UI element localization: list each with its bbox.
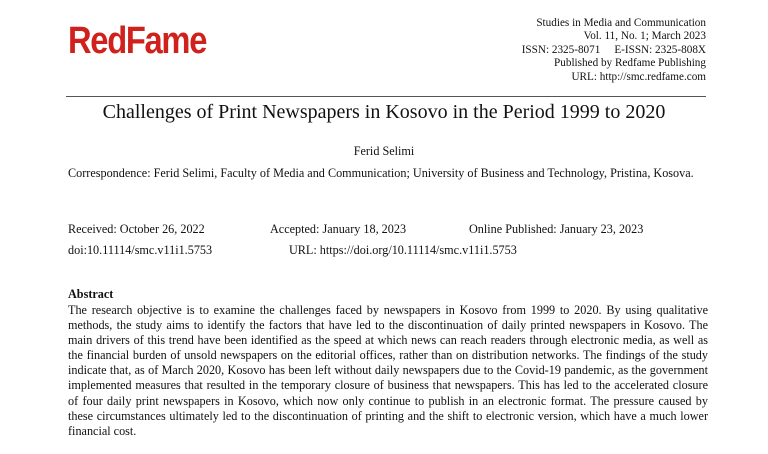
received-date: Received: October 26, 2022 xyxy=(68,222,205,236)
header-divider xyxy=(66,96,706,97)
correspondence: Correspondence: Ferid Selimi, Faculty of Media and Communication; University of Business and Technology, Pristina, Kosova. xyxy=(68,166,694,180)
journal-volume: Vol. 11, No. 1; March 2023 xyxy=(583,30,706,43)
article-author: Ferid Selimi xyxy=(353,144,415,158)
journal-info xyxy=(522,17,706,84)
article-title: Challenges of Print Newspapers in Kosovo in the Period 1999 to 2020 xyxy=(102,101,666,123)
journal-url[interactable]: URL: http://smc.redfame.com xyxy=(571,70,706,83)
journal-name: Studies in Media and Communication xyxy=(536,17,706,29)
accepted-date: Accepted: January 18, 2023 xyxy=(270,222,407,236)
published-date: Online Published: January 23, 2023 xyxy=(469,222,644,236)
abstract-heading: Abstract xyxy=(68,287,114,301)
abstract-text: The research objective is to examine the challenges faced by newspapers in Kosovo from 1999 to 2020. By using qualitative methods, the study aims to identify the factors that have led to the discontinuation of daily printed newspapers in Kosovo. The main drivers of this trend have been identified as the speed at which news can reach readers through electronic media, as well as the financial burden of unsold newspapers on the editorial offices, rather than on distribution networks. The findings of the study indicate that, as of March 2020, Kosovo has been left without daily newspapers due to the Covid-19 pandemic, as the government implemented measures that resulted in the temporary closure of business that newspapers. This has led to the accelerated closure of four daily print newspapers in Kosovo, which now only continue to publish in an electronic format. The pressure caused by these circumstances ultimately led to the discontinuation of printing and the shift to electronic version, which have a much lower financial cost. xyxy=(68,303,708,438)
doi[interactable]: doi:10.11114/smc.v11i1.5753 xyxy=(68,243,213,257)
doi-url[interactable]: URL: https://doi.org/10.11114/smc.v11i1.5753 xyxy=(289,243,517,257)
journal-publisher: Published by Redfame Publishing xyxy=(554,57,706,70)
journal-issn: ISSN: 2325-8071 E-ISSN: 2325-808X xyxy=(521,43,706,56)
redfame-logo: RedFame xyxy=(68,20,207,62)
